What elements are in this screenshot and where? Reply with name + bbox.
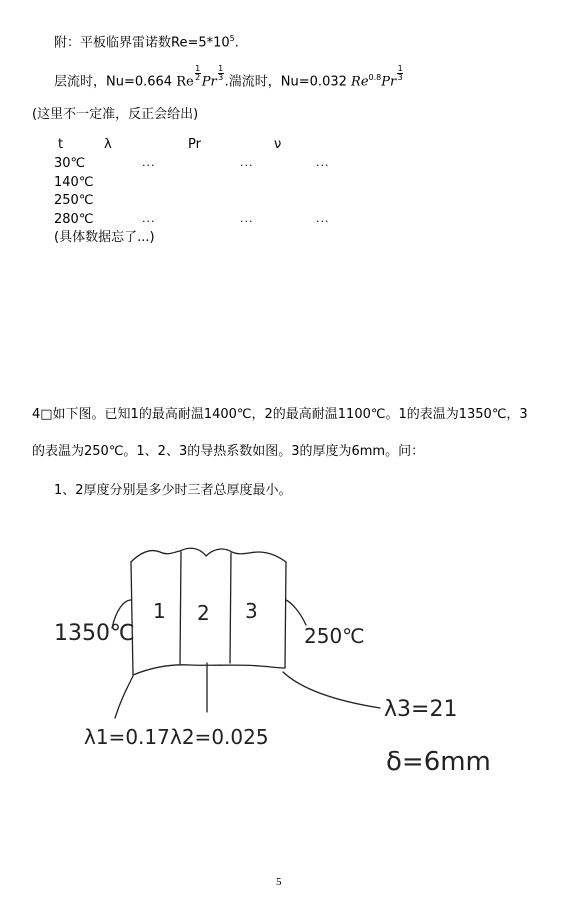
ellipsis-30-c: ... <box>316 156 330 169</box>
left-temp-label: 1350℃ <box>54 621 135 646</box>
turbulent-prefix: .湍流时，Nu=0.032 <box>224 74 347 90</box>
lambda3-label: λ3=21 <box>384 697 458 722</box>
turbulent-exp: 0.8 <box>368 73 382 82</box>
header-t: t <box>58 137 64 152</box>
period: . <box>234 35 239 51</box>
problem-line1: 4□如下图。已知1的最高耐温1400℃，2的最高耐温1100℃。1的表温为1350℃，3 <box>32 407 528 422</box>
laminar-re: Re <box>176 74 194 90</box>
lambda2-label: λ2=0.025 <box>170 725 269 749</box>
lambda1-label: λ1=0.17 <box>84 725 170 749</box>
note: (这里不一定准，反正会给出) <box>32 107 199 122</box>
layer1-label: 1 <box>153 599 166 623</box>
right-temp-label: 250℃ <box>304 624 365 648</box>
header-pr: Pr <box>188 137 201 152</box>
ellipsis-30-a: ... <box>142 156 156 169</box>
delta-label: δ=6mm <box>386 747 491 777</box>
row-140: 140℃ <box>54 175 94 190</box>
row-30: 30℃ <box>54 156 86 171</box>
forgot-note: (具体数据忘了...) <box>54 230 155 245</box>
laminar-pr: Pr <box>201 74 217 90</box>
header-nu: ν <box>274 137 282 152</box>
layer2-label: 2 <box>197 601 210 625</box>
problem-question: 1、2厚度分别是多少时三者总厚度最小。 <box>54 483 292 498</box>
row-250: 250℃ <box>54 193 94 208</box>
problem-line2: 的表温为250℃。1、2、3的导热系数如图。3的厚度为6mm。问： <box>32 444 425 459</box>
third-exponent-2: $\frac{1}{3}$ <box>397 64 403 83</box>
exponent: 5 <box>229 34 235 43</box>
turbulent-re: Re <box>351 74 369 90</box>
turbulent-pr: Pr <box>381 74 397 90</box>
page-number: 5 <box>276 876 282 888</box>
laminar-prefix: 层流时，Nu=0.664 <box>54 74 173 90</box>
ellipsis-280-c: ... <box>316 212 330 225</box>
header-lambda: λ <box>104 137 112 152</box>
ellipsis-280-b: ... <box>240 212 254 225</box>
third-exponent: $\frac{1}{3}$ <box>218 64 224 83</box>
appendix-text: 附：平板临界雷诺数Re=5*10 <box>54 35 230 51</box>
half-exponent: $\frac{1}{2}$ <box>195 64 201 83</box>
row-280: 280℃ <box>54 212 94 227</box>
ellipsis-280-a: ... <box>142 212 156 225</box>
layer3-label: 3 <box>245 599 258 623</box>
ellipsis-30-b: ... <box>240 156 254 169</box>
